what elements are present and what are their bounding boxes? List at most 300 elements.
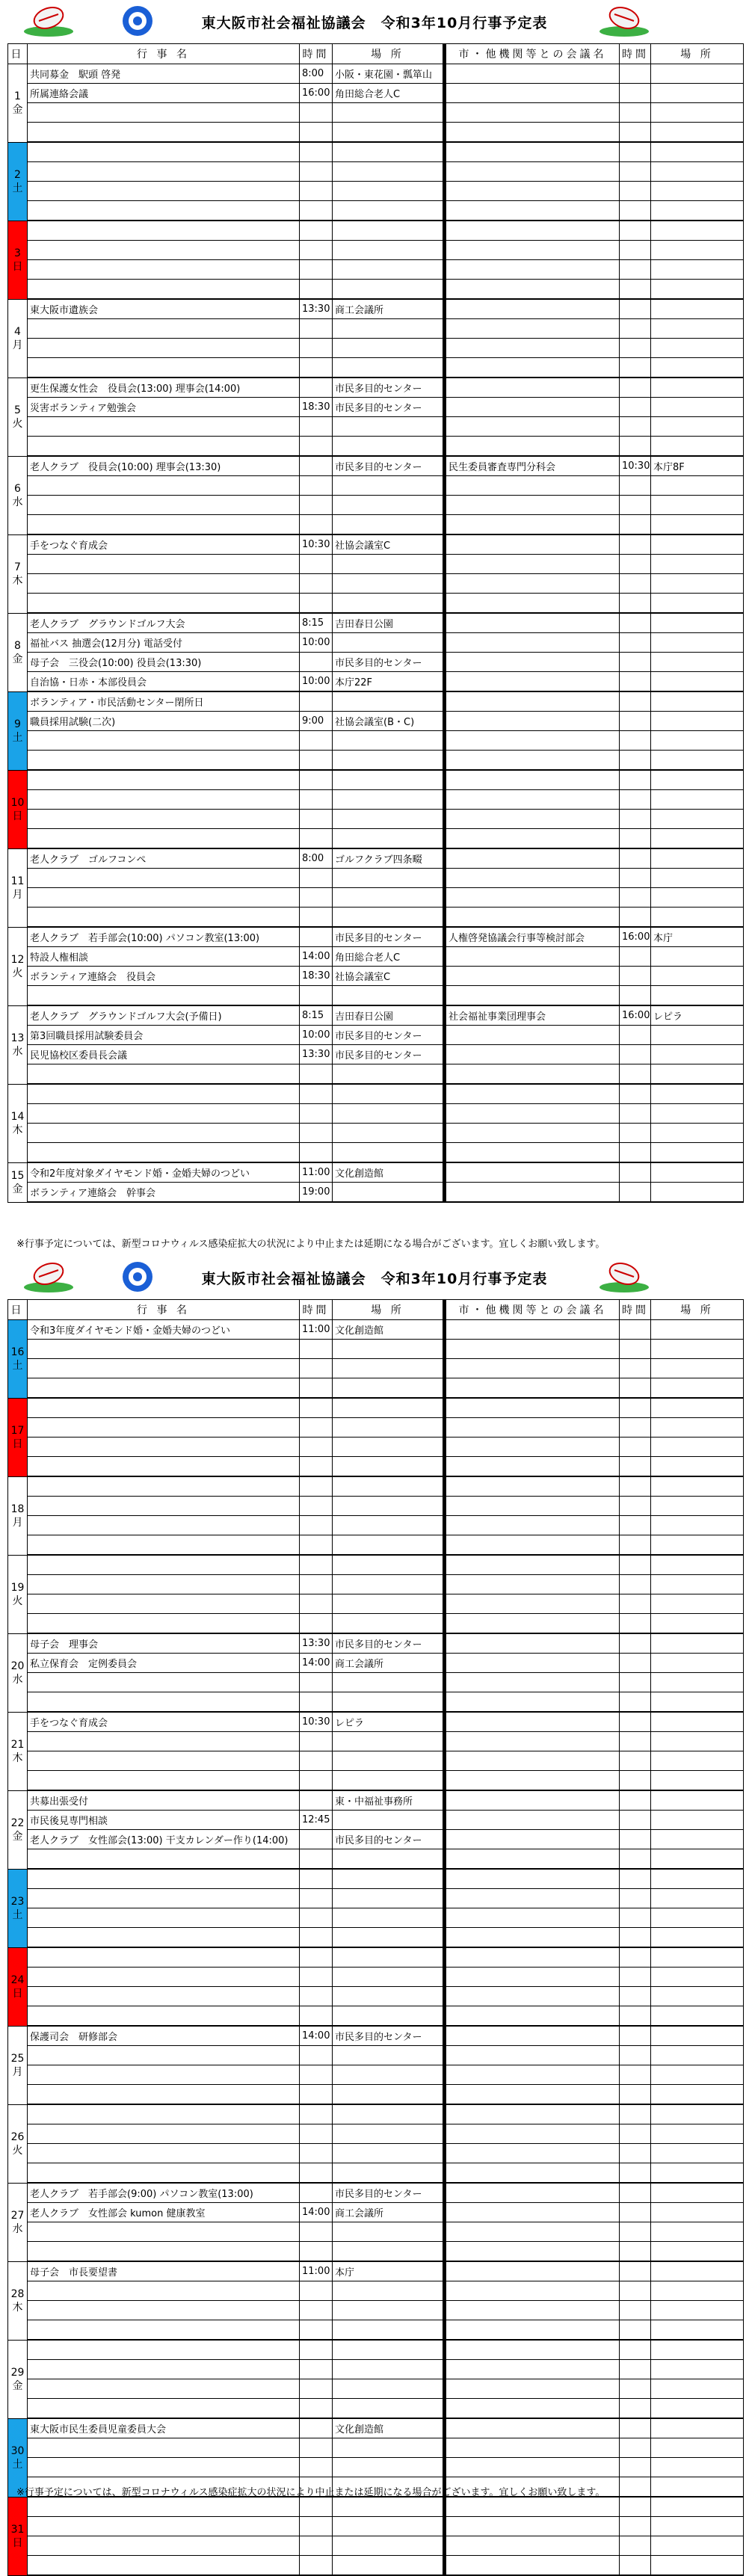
city-event-place	[651, 672, 744, 692]
event-time	[300, 358, 333, 378]
header-city-event: 市・他機関等との会議名	[445, 44, 620, 64]
day-weekday: 金	[12, 653, 23, 665]
table-row	[8, 2085, 744, 2105]
table-row	[8, 534, 744, 555]
city-event-place	[651, 2556, 744, 2576]
city-event-place	[651, 2340, 744, 2360]
city-event-name	[445, 339, 620, 358]
city-event-time	[620, 476, 651, 496]
city-event-place	[651, 1398, 744, 1418]
city-event-time	[620, 2104, 651, 2124]
day-weekday: 火	[12, 417, 23, 430]
event-name	[28, 1732, 300, 1751]
event-time	[300, 691, 333, 712]
table-row	[8, 221, 744, 241]
city-event-name	[445, 2144, 620, 2163]
event-name	[28, 1555, 300, 1575]
city-event-name	[445, 2261, 620, 2281]
table-row	[8, 456, 744, 476]
day-cell	[8, 1947, 28, 2026]
event-place	[333, 162, 445, 182]
city-event-place	[651, 986, 744, 1006]
event-name	[28, 2085, 300, 2105]
city-event-place	[651, 2006, 744, 2027]
event-place	[333, 555, 445, 574]
table-row	[8, 829, 744, 849]
table-row	[8, 2556, 744, 2576]
city-event-place	[651, 2379, 744, 2399]
city-event-time	[620, 1124, 651, 1143]
city-event-place	[651, 319, 744, 339]
city-event-name	[445, 1340, 620, 1359]
city-event-place	[651, 1987, 744, 2006]
city-event-place	[651, 1673, 744, 1692]
event-place	[333, 1516, 445, 1535]
table-row	[8, 1340, 744, 1359]
city-event-place	[651, 182, 744, 201]
city-event-place	[651, 2222, 744, 2242]
city-event-time	[620, 2458, 651, 2477]
table-row	[8, 1849, 744, 1870]
table-row	[8, 2517, 744, 2536]
city-event-place	[651, 908, 744, 928]
event-name	[28, 280, 300, 300]
city-event-time	[620, 2477, 651, 2498]
day-cell	[8, 613, 28, 691]
event-time: 8:00	[300, 64, 333, 84]
event-place	[333, 1575, 445, 1594]
event-time	[300, 1143, 333, 1163]
event-place	[333, 2340, 445, 2360]
event-time	[300, 1987, 333, 2006]
city-event-place	[651, 2477, 744, 2498]
event-name	[28, 2006, 300, 2027]
table-row	[8, 1555, 744, 1575]
city-event-time	[620, 2536, 651, 2556]
event-name	[28, 751, 300, 771]
event-place: レピラ	[333, 1712, 445, 1732]
event-place	[333, 1104, 445, 1124]
event-place	[333, 2536, 445, 2556]
day-number: 28	[10, 2287, 25, 2300]
event-name	[28, 496, 300, 515]
city-event-place	[651, 1594, 744, 1614]
event-name	[28, 162, 300, 182]
schedule-page-1	[0, 0, 749, 1250]
event-time	[300, 2222, 333, 2242]
city-event-place	[651, 2458, 744, 2477]
day-number: 7	[14, 561, 21, 573]
event-time	[300, 2360, 333, 2379]
city-event-name	[445, 1673, 620, 1692]
city-event-time	[620, 2418, 651, 2438]
event-name	[28, 201, 300, 221]
event-time	[300, 1751, 333, 1771]
event-time	[300, 280, 333, 300]
city-event-time	[620, 417, 651, 437]
city-event-name	[445, 869, 620, 888]
city-event-time	[620, 1555, 651, 1575]
city-event-place	[651, 201, 744, 221]
city-event-place	[651, 221, 744, 241]
city-event-time	[620, 2399, 651, 2419]
event-place	[333, 1124, 445, 1143]
event-name	[28, 241, 300, 260]
city-event-place	[651, 1555, 744, 1575]
city-event-time	[620, 1084, 651, 1104]
event-place	[333, 358, 445, 378]
city-event-name	[445, 810, 620, 829]
event-time	[300, 103, 333, 123]
city-event-time	[620, 594, 651, 614]
day-number: 5	[14, 404, 21, 416]
event-place: ゴルフクラブ四条畷	[333, 848, 445, 869]
table-row	[8, 613, 744, 633]
day-cell	[8, 927, 28, 1005]
city-event-time	[620, 1378, 651, 1399]
table-row	[8, 1476, 744, 1497]
city-event-time	[620, 339, 651, 358]
event-name	[28, 810, 300, 829]
event-place	[333, 1928, 445, 1948]
table-row	[8, 2183, 744, 2203]
city-event-place	[651, 888, 744, 908]
city-event-place	[651, 848, 744, 869]
day-weekday: 土	[12, 731, 23, 744]
city-event-name	[445, 1594, 620, 1614]
city-event-time	[620, 299, 651, 319]
header-event: 行 事 名	[28, 1300, 300, 1320]
event-time	[300, 496, 333, 515]
event-time	[300, 1968, 333, 1987]
event-name	[28, 888, 300, 908]
event-place	[333, 1143, 445, 1163]
table-row	[8, 201, 744, 221]
table-row	[8, 633, 744, 653]
city-event-place	[651, 1084, 744, 1104]
event-place	[333, 2399, 445, 2419]
event-time	[300, 2418, 333, 2438]
event-time	[300, 2242, 333, 2262]
day-weekday: 日	[12, 260, 23, 273]
city-event-name	[445, 1398, 620, 1418]
event-time	[300, 1771, 333, 1791]
city-event-time	[620, 1947, 651, 1968]
city-event-name	[445, 1908, 620, 1928]
event-place: 小阪・東花園・瓢箪山	[333, 64, 445, 84]
city-event-time	[620, 712, 651, 731]
city-event-name	[445, 1968, 620, 1987]
city-event-place	[651, 2163, 744, 2184]
event-time	[300, 1908, 333, 1928]
city-event-place	[651, 2144, 744, 2163]
event-place	[333, 1968, 445, 1987]
event-name: 職員採用試験(二次)	[28, 712, 300, 731]
day-number: 30	[10, 2444, 25, 2457]
city-event-name	[445, 947, 620, 967]
day-weekday: 土	[12, 182, 23, 194]
event-name: 東大阪市遺族会	[28, 299, 300, 319]
event-place	[333, 1771, 445, 1791]
day-number: 2	[14, 168, 21, 181]
city-event-name	[445, 1987, 620, 2006]
city-event-place	[651, 1359, 744, 1378]
city-event-place	[651, 2536, 744, 2556]
city-event-time	[620, 1987, 651, 2006]
event-time	[300, 437, 333, 457]
city-event-time	[620, 1614, 651, 1634]
city-event-place	[651, 1968, 744, 1987]
schedule-page-2	[0, 1256, 749, 2549]
event-time	[300, 1928, 333, 1948]
event-place: 市民多目的センター	[333, 2026, 445, 2046]
event-name: 市民後見専門相談	[28, 1811, 300, 1830]
city-event-place	[651, 712, 744, 731]
event-place: 市民多目的センター	[333, 456, 445, 476]
city-event-place	[651, 1614, 744, 1634]
city-event-place	[651, 260, 744, 280]
event-place	[333, 1555, 445, 1575]
event-place	[333, 1340, 445, 1359]
city-event-time	[620, 2497, 651, 2517]
city-event-name	[445, 1026, 620, 1045]
city-event-name	[445, 2281, 620, 2301]
city-event-name	[445, 2320, 620, 2341]
city-event-time	[620, 653, 651, 672]
city-event-place	[651, 2242, 744, 2262]
city-event-name	[445, 967, 620, 986]
city-event-place	[651, 142, 744, 162]
event-place: 市民多目的センター	[333, 653, 445, 672]
table-row	[8, 751, 744, 771]
day-number: 14	[10, 1110, 25, 1123]
event-place	[333, 2301, 445, 2320]
event-place	[333, 2104, 445, 2124]
document-title: 東大阪市社会福祉協議会 令和3年10月行事予定表	[201, 1271, 548, 1287]
event-name	[28, 2163, 300, 2184]
table-row	[8, 378, 744, 398]
city-event-name	[445, 2458, 620, 2477]
city-event-place	[651, 280, 744, 300]
header-city-place: 場 所	[651, 44, 744, 64]
event-name	[28, 1594, 300, 1614]
event-name	[28, 339, 300, 358]
table-row	[8, 2261, 744, 2281]
table-row	[8, 1575, 744, 1594]
day-number: 16	[10, 1346, 25, 1358]
event-time	[300, 1124, 333, 1143]
event-place	[333, 2163, 445, 2184]
table-row	[8, 2222, 744, 2242]
event-name	[28, 2281, 300, 2301]
city-event-name	[445, 2222, 620, 2242]
day-cell	[8, 64, 28, 143]
event-place: 商工会議所	[333, 299, 445, 319]
event-name	[28, 515, 300, 535]
event-time	[300, 1378, 333, 1399]
rugby-ball-icon	[598, 1257, 650, 1293]
event-place	[333, 810, 445, 829]
event-name	[28, 1908, 300, 1928]
event-time: 14:00	[300, 2203, 333, 2222]
event-time	[300, 2379, 333, 2399]
event-place	[333, 142, 445, 162]
table-row	[8, 1320, 744, 1340]
header-time: 時間	[300, 44, 333, 64]
table-row	[8, 1084, 744, 1104]
event-place	[333, 2222, 445, 2242]
table-row	[8, 2006, 744, 2027]
table-row	[8, 947, 744, 967]
city-event-time	[620, 691, 651, 712]
table-row	[8, 1889, 744, 1908]
table-row	[8, 280, 744, 300]
table-row	[8, 790, 744, 810]
city-event-place	[651, 2124, 744, 2144]
event-name	[28, 1692, 300, 1713]
day-cell	[8, 2183, 28, 2261]
city-event-place	[651, 1790, 744, 1811]
event-name	[28, 1497, 300, 1516]
table-row	[8, 731, 744, 751]
event-place: 市民多目的センター	[333, 2183, 445, 2203]
table-row	[8, 2379, 744, 2399]
table-row	[8, 1968, 744, 1987]
city-event-time	[620, 1869, 651, 1889]
table-row	[8, 1830, 744, 1849]
city-event-name	[445, 496, 620, 515]
event-place	[333, 2046, 445, 2065]
day-cell	[8, 1712, 28, 1790]
day-weekday: 火	[12, 967, 23, 979]
table-row	[8, 1908, 744, 1928]
city-event-place	[651, 2320, 744, 2341]
city-event-place	[651, 1869, 744, 1889]
city-event-time	[620, 555, 651, 574]
event-place: 本庁	[333, 2261, 445, 2281]
city-event-place	[651, 1947, 744, 1968]
city-event-time	[620, 1064, 651, 1085]
event-time: 13:30	[300, 1045, 333, 1064]
table-row	[8, 2340, 744, 2360]
event-time: 10:00	[300, 672, 333, 692]
city-event-time	[620, 378, 651, 398]
city-event-name	[445, 2026, 620, 2046]
city-event-place: レピラ	[651, 1005, 744, 1026]
event-time	[300, 574, 333, 594]
event-time: 8:15	[300, 613, 333, 633]
event-place	[333, 1497, 445, 1516]
city-event-time	[620, 869, 651, 888]
city-event-name	[445, 2301, 620, 2320]
city-event-place	[651, 2281, 744, 2301]
city-event-name	[445, 829, 620, 849]
event-name	[28, 142, 300, 162]
event-place	[333, 515, 445, 535]
table-row	[8, 1124, 744, 1143]
event-place	[333, 908, 445, 928]
table-row	[8, 182, 744, 201]
city-event-place	[651, 1771, 744, 1791]
table-row	[8, 1005, 744, 1026]
event-place	[333, 1359, 445, 1378]
table-row	[8, 555, 744, 574]
city-event-place	[651, 1830, 744, 1849]
day-number: 6	[14, 482, 21, 495]
table-row	[8, 1516, 744, 1535]
day-number: 27	[10, 2209, 25, 2222]
event-time: 8:00	[300, 848, 333, 869]
city-event-time	[620, 2320, 651, 2341]
city-event-time	[620, 221, 651, 241]
city-event-name	[445, 1811, 620, 1830]
table-row	[8, 2281, 744, 2301]
event-name	[28, 2458, 300, 2477]
day-weekday: 日	[12, 1987, 23, 2000]
day-cell	[8, 1869, 28, 1947]
event-place	[333, 2065, 445, 2085]
event-name	[28, 476, 300, 496]
table-row	[8, 2418, 744, 2438]
day-weekday: 水	[12, 1045, 23, 1058]
event-time	[300, 731, 333, 751]
event-time	[300, 2183, 333, 2203]
city-event-place	[651, 810, 744, 829]
city-event-time	[620, 1849, 651, 1870]
event-time: 10:30	[300, 1712, 333, 1732]
event-time	[300, 555, 333, 574]
city-event-time	[620, 770, 651, 790]
city-event-place	[651, 1438, 744, 1457]
event-time	[300, 2006, 333, 2027]
city-event-name	[445, 182, 620, 201]
city-event-place	[651, 534, 744, 555]
city-event-time	[620, 496, 651, 515]
city-event-name	[445, 1692, 620, 1713]
city-event-name	[445, 1654, 620, 1673]
table-row	[8, 2360, 744, 2379]
table-row	[8, 142, 744, 162]
event-place	[333, 201, 445, 221]
event-place: 文化創造館	[333, 1320, 445, 1340]
city-event-name	[445, 1084, 620, 1104]
city-event-name	[445, 1790, 620, 1811]
event-time	[300, 1575, 333, 1594]
day-weekday: 日	[12, 810, 23, 822]
event-name: 令和2年度対象ダイヤモンド婚・金婚夫婦のつどい	[28, 1162, 300, 1183]
event-name	[28, 182, 300, 201]
city-event-name	[445, 1555, 620, 1575]
event-time	[300, 653, 333, 672]
event-name	[28, 2360, 300, 2379]
city-event-name	[445, 1516, 620, 1535]
event-name: 老人クラブ 女性部会 kumon 健康教室	[28, 2203, 300, 2222]
day-cell	[8, 2104, 28, 2183]
city-event-name	[445, 790, 620, 810]
event-place	[333, 691, 445, 712]
city-event-name	[445, 103, 620, 123]
event-time	[300, 594, 333, 614]
event-time: 9:00	[300, 712, 333, 731]
event-time	[300, 1064, 333, 1085]
table-row	[8, 691, 744, 712]
day-number: 18	[10, 1503, 25, 1515]
city-event-place	[651, 1908, 744, 1928]
city-event-time	[620, 1143, 651, 1163]
event-time	[300, 2517, 333, 2536]
table-header-row	[8, 1300, 744, 1320]
city-event-place	[651, 398, 744, 417]
